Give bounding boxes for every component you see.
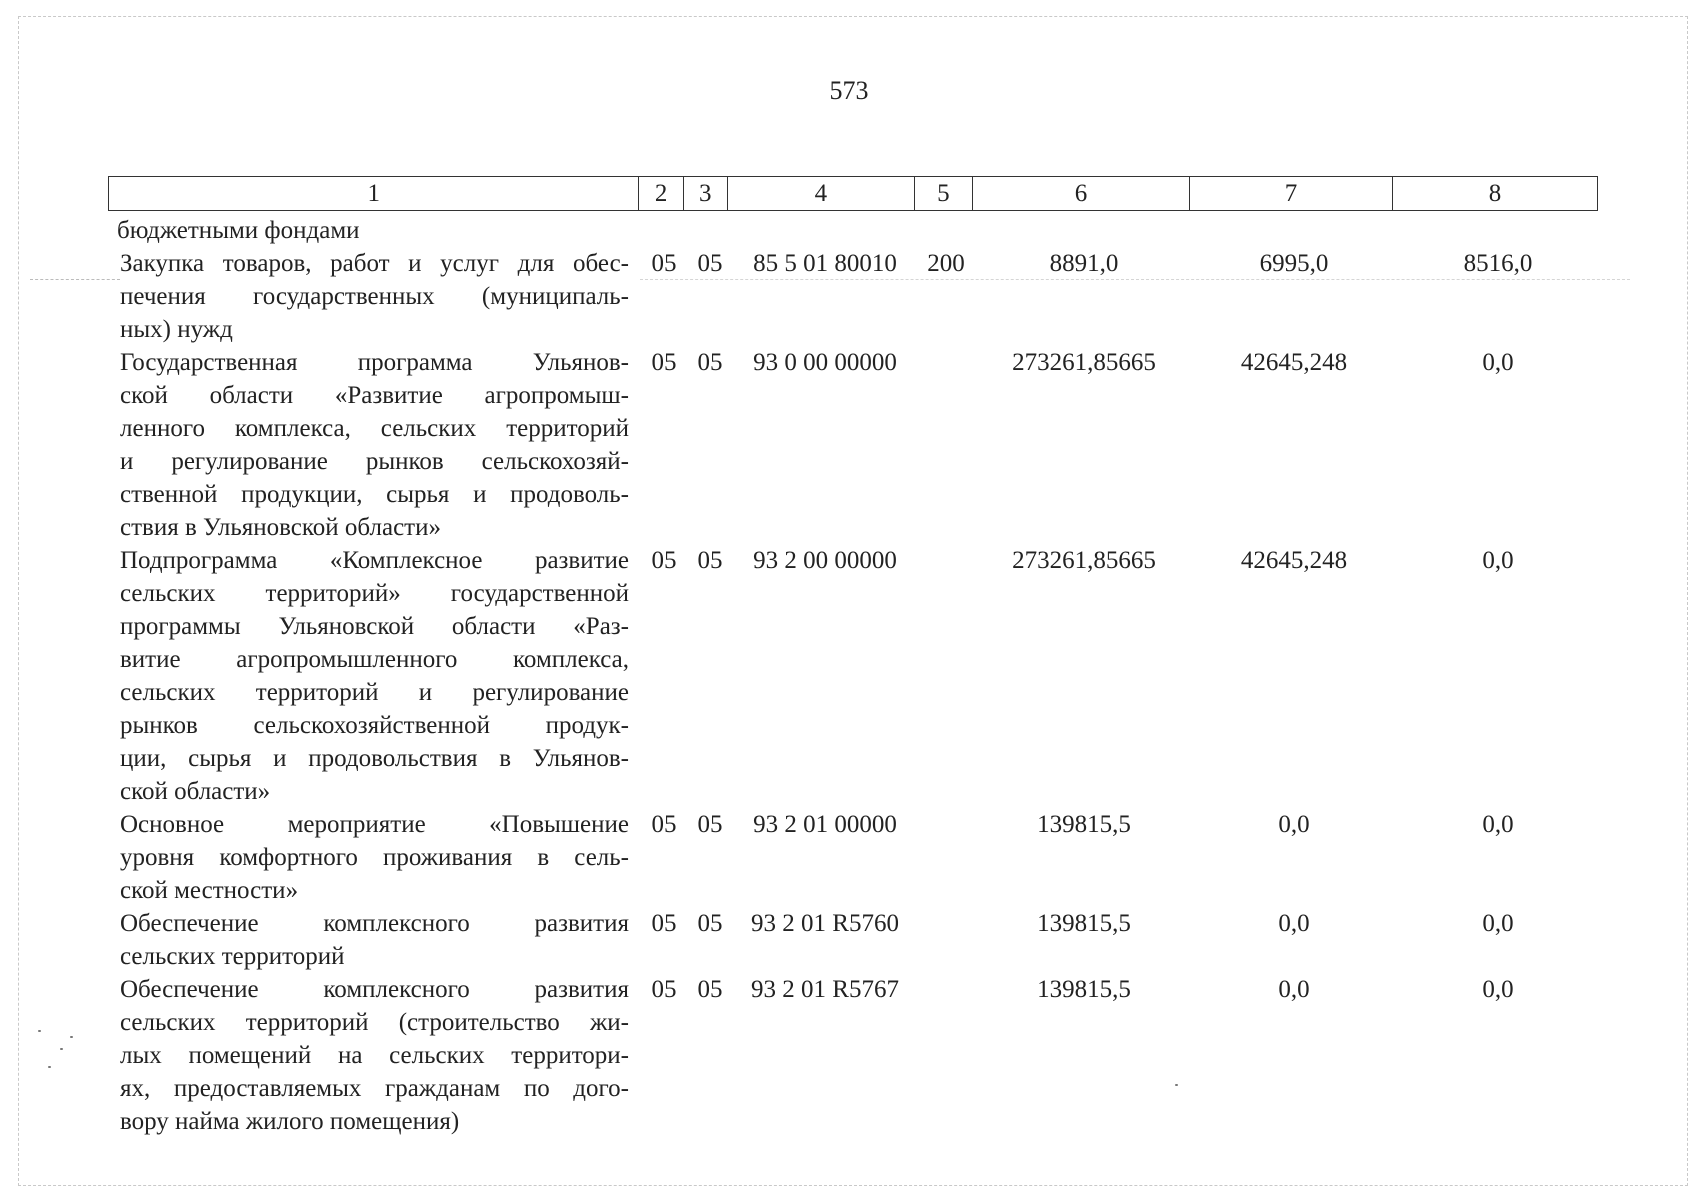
cell-col-7: 42645,248 <box>1240 349 1348 376</box>
cell-col-6: 273261,85665 <box>1012 349 1156 376</box>
scan-artifact-line <box>30 279 120 281</box>
row-name-line: ленного комплекса, сельских территорий <box>120 415 629 442</box>
cell-col-4: 93 2 01 R5760 <box>751 910 899 937</box>
scan-artifact-line <box>640 279 1630 281</box>
cell-col-2: 05 <box>651 250 677 277</box>
cell-col-4: 93 2 00 00000 <box>753 547 897 574</box>
row-name-line: бюджетными фондами <box>117 217 360 244</box>
row-name <box>120 907 629 973</box>
row-name-line: ской области» <box>120 778 271 805</box>
cell-col-3: 05 <box>697 547 723 574</box>
row-name <box>120 973 629 1138</box>
cell-col-8: 0,0 <box>1482 910 1514 937</box>
cell-col-2: 05 <box>651 976 677 1003</box>
cell-col-2: 05 <box>651 547 677 574</box>
row-name-line: вору найма жилого помещения) <box>120 1108 460 1135</box>
scan-speck <box>38 1030 41 1032</box>
cell-col-6: 8891,0 <box>1049 250 1119 277</box>
header-col-3: 3 <box>683 177 727 211</box>
row-name <box>120 346 629 544</box>
cell-col-3: 05 <box>697 349 723 376</box>
row-name-line: ных) нужд <box>120 316 233 343</box>
cell-col-3: 05 <box>697 910 723 937</box>
header-col-6: 6 <box>973 177 1190 211</box>
cell-col-8: 8516,0 <box>1463 250 1533 277</box>
cell-col-2: 05 <box>651 910 677 937</box>
row-name-line: Подпрограмма «Комплексное развитие <box>120 547 629 574</box>
row-name-line: сельских территорий и регулирование <box>120 679 629 706</box>
row-name-line: сельских территорий (строительство жи- <box>120 1009 629 1036</box>
cell-col-6: 139815,5 <box>1037 976 1131 1003</box>
scan-speck <box>60 1048 63 1050</box>
row-name-line: Обеспечение комплексного развития <box>120 976 629 1003</box>
cell-col-7: 0,0 <box>1278 910 1310 937</box>
cell-col-7: 42645,248 <box>1240 547 1348 574</box>
header-col-4: 4 <box>727 177 914 211</box>
cell-col-4: 93 2 01 R5767 <box>751 976 899 1003</box>
row-name-line: ствия в Ульяновской области» <box>120 514 441 541</box>
row-name-line: программы Ульяновской области «Раз- <box>120 613 629 640</box>
cell-col-7: 0,0 <box>1278 976 1310 1003</box>
cell-col-3: 05 <box>697 976 723 1003</box>
row-name-line: ях, предоставляемых гражданам по дого- <box>120 1075 629 1102</box>
header-col-7: 7 <box>1190 177 1393 211</box>
row-name-line: и регулирование рынков сельскохозяй- <box>120 448 629 475</box>
page-number: 573 <box>829 76 869 105</box>
cell-col-2: 05 <box>651 811 677 838</box>
column-number-header <box>108 176 1598 211</box>
cell-col-8: 0,0 <box>1482 811 1514 838</box>
row-name <box>120 247 629 346</box>
row-name <box>120 544 629 808</box>
row-name-line: ской местности» <box>120 877 299 904</box>
cell-col-6: 273261,85665 <box>1012 547 1156 574</box>
row-name-line: ции, сырья и продовольствия в Ульянов- <box>120 745 629 772</box>
row-name-line: лых помещений на сельских территори- <box>120 1042 629 1069</box>
cell-col-8: 0,0 <box>1482 547 1514 574</box>
row-name-line: Закупка товаров, работ и услуг для обес- <box>120 250 629 277</box>
header-col-5: 5 <box>914 177 972 211</box>
cell-col-4: 93 0 00 00000 <box>753 349 897 376</box>
row-name-line: Обеспечение комплексного развития <box>120 910 629 937</box>
cell-col-7: 6995,0 <box>1259 250 1329 277</box>
scan-speck <box>48 1066 51 1068</box>
header-col-2: 2 <box>639 177 683 211</box>
cell-col-6: 139815,5 <box>1037 811 1131 838</box>
cell-col-4: 93 2 01 00000 <box>753 811 897 838</box>
scan-speck <box>70 1036 73 1038</box>
row-name-line: уровня комфортного проживания в сель- <box>120 844 629 871</box>
header-col-1: 1 <box>109 177 639 211</box>
row-name-line: Основное мероприятие «Повышение <box>120 811 629 838</box>
row-name-line: сельских территорий» государственной <box>120 580 629 607</box>
cell-col-3: 05 <box>697 811 723 838</box>
row-name-line: витие агропромышленного комплекса, <box>120 646 629 673</box>
cell-col-6: 139815,5 <box>1037 910 1131 937</box>
row-name-line: ской области «Развитие агропромыш- <box>120 382 629 409</box>
row-name <box>117 214 626 247</box>
cell-col-7: 0,0 <box>1278 811 1310 838</box>
cell-col-3: 05 <box>697 250 723 277</box>
header-col-8: 8 <box>1393 177 1598 211</box>
row-name-line: Государственная программа Ульянов- <box>120 349 629 376</box>
row-name-line: печения государственных (муниципаль- <box>120 283 629 310</box>
row-name-line: ственной продукции, сырья и продоволь- <box>120 481 629 508</box>
row-name-line: сельских территорий <box>120 943 345 970</box>
cell-col-4: 85 5 01 80010 <box>753 250 897 277</box>
cell-col-8: 0,0 <box>1482 349 1514 376</box>
cell-col-5: 200 <box>927 250 965 277</box>
row-name-line: рынков сельскохозяйственной продук- <box>120 712 629 739</box>
scan-speck <box>1175 1084 1178 1086</box>
cell-col-2: 05 <box>651 349 677 376</box>
row-name <box>120 808 629 907</box>
cell-col-8: 0,0 <box>1482 976 1514 1003</box>
